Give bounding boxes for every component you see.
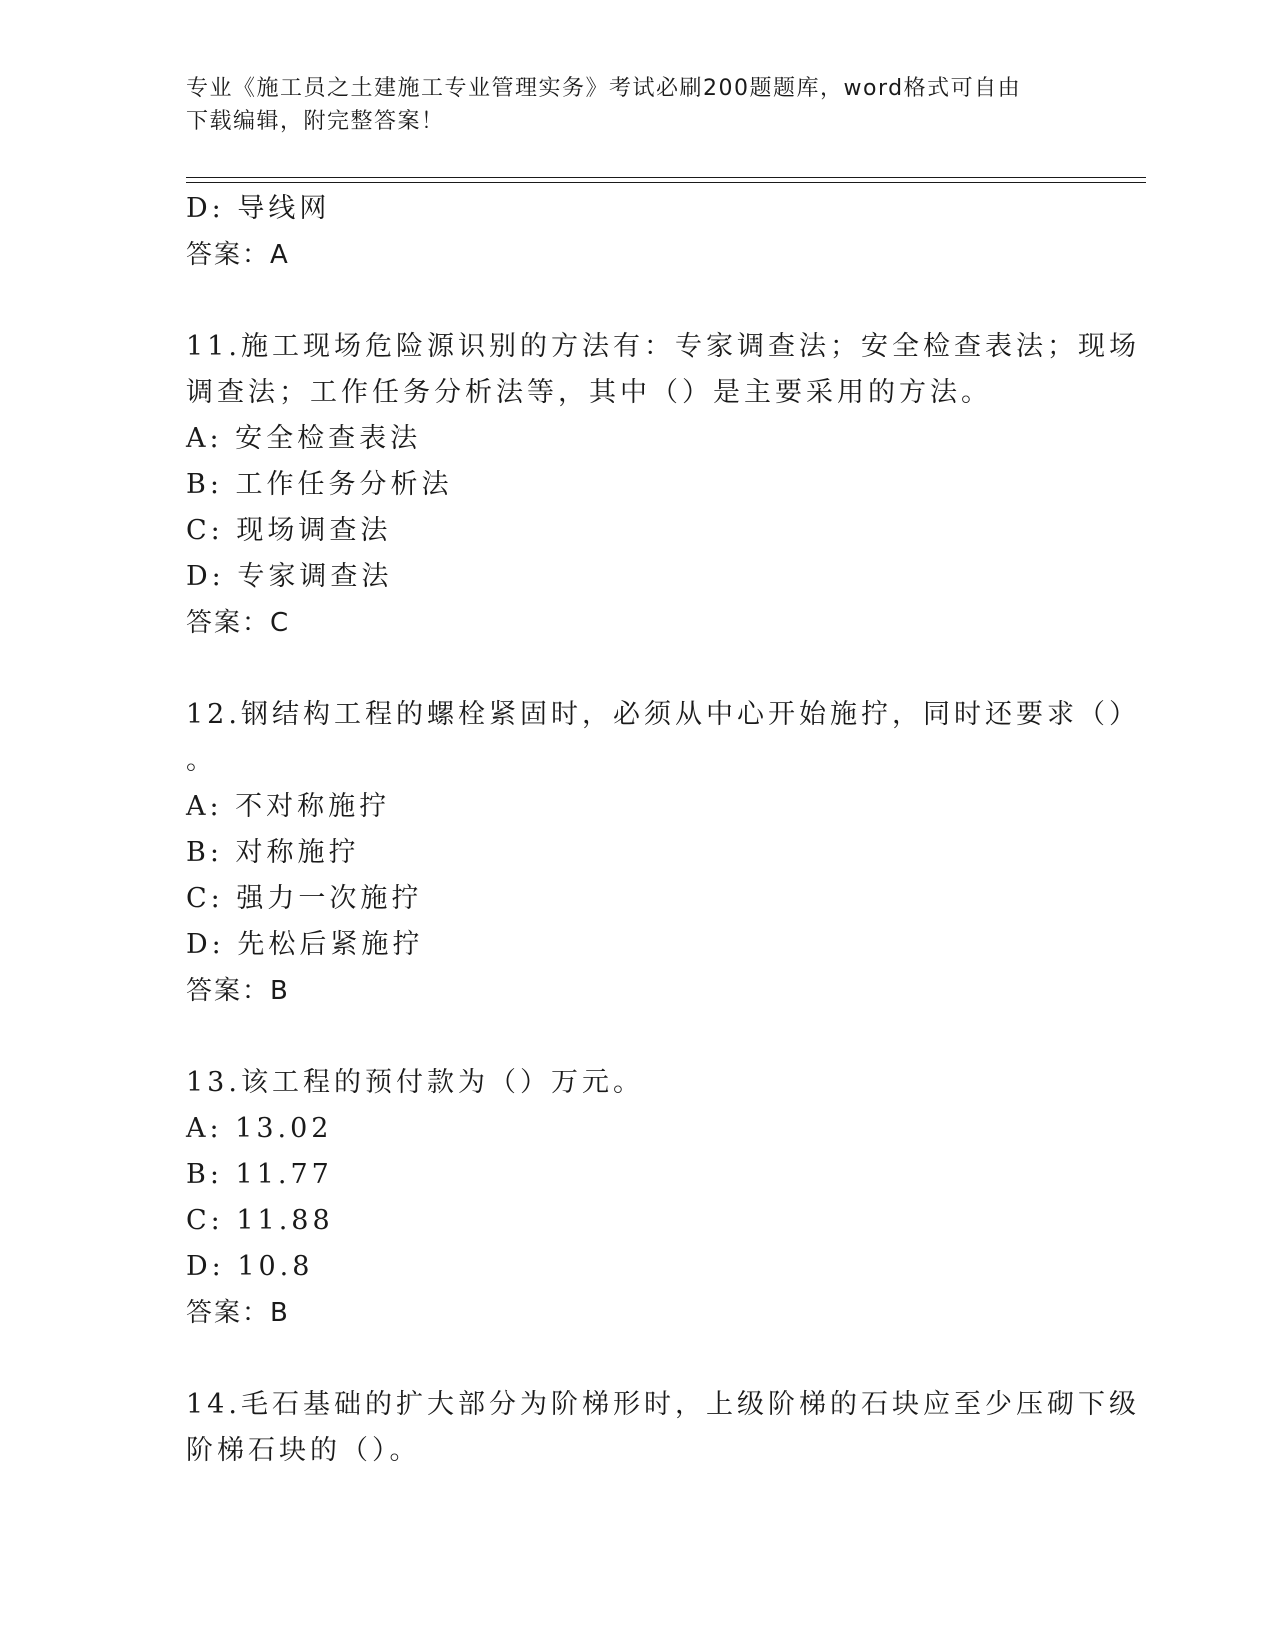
answer-line: 答案：B [186, 1298, 290, 1328]
option-d: D: 专家调查法 [186, 561, 393, 592]
question-stem-line: 。 [186, 745, 217, 776]
answer-line: 答案：B [186, 976, 290, 1006]
question-stem-line: 14.毛石基础的扩大部分为阶梯形时，上级阶梯的石块应至少压砌下级 [186, 1389, 1140, 1420]
question-stem-line: 调查法；工作任务分析法等，其中（）是主要采用的方法。 [186, 377, 992, 408]
option-a: A: 安全检查表法 [186, 423, 422, 454]
option-b: B: 工作任务分析法 [186, 469, 453, 500]
option-c: C: 现场调查法 [186, 515, 392, 546]
answer-line: 答案：A [186, 240, 290, 270]
header-rule-bottom [186, 182, 1146, 183]
header-line-1: 专业《施工员之土建施工专业管理实务》考试必刷200题题库，word格式可自由 [186, 76, 1022, 101]
header-rule-top [186, 177, 1146, 178]
option-a: A: 13.02 [186, 1113, 333, 1144]
question-14 [186, 1382, 1140, 1474]
document-body [186, 186, 1140, 1474]
document-header [186, 72, 1086, 138]
option-a: A: 不对称施拧 [186, 791, 391, 822]
option-c: C: 强力一次施拧 [186, 883, 423, 914]
question-stem-line: 13.该工程的预付款为（）万元。 [186, 1067, 644, 1098]
option-b: B: 对称施拧 [186, 837, 360, 868]
header-line-2: 下载编辑，附完整答案！ [186, 109, 445, 134]
answer-line: 答案：C [186, 608, 291, 638]
option-d: D: 导线网 [186, 193, 331, 224]
question-stem-line: 11.施工现场危险源识别的方法有：专家调查法；安全检查表法；现场 [186, 331, 1140, 362]
question-stem-line: 阶梯石块的（）。 [186, 1435, 421, 1466]
question-12 [186, 692, 1140, 1014]
question-13 [186, 1060, 1086, 1336]
question-11 [186, 324, 1140, 646]
option-c: C: 11.88 [186, 1205, 334, 1236]
question-stem-line: 12.钢结构工程的螺栓紧固时，必须从中心开始施拧，同时还要求（） [186, 699, 1140, 730]
option-d: D: 10.8 [186, 1251, 314, 1282]
option-b: B: 11.77 [186, 1159, 333, 1190]
option-d: D: 先松后紧施拧 [186, 929, 424, 960]
